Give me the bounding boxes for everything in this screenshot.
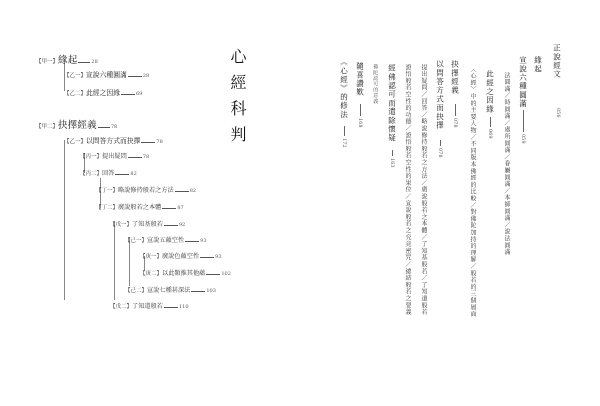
toc-detail: 〈心經〉中的主要人物／不同版本佛經的比較／對佛陀加持的理解／般若的三個層面 [469,66,476,318]
toc-detail: 證悟般若空性的功德／證悟般若空性的果位／宣說般若之究竟密咒／總結般若之要義 [404,64,411,316]
outline-row[interactable]: 【丙一】 提出疑問 78 [80,153,150,160]
outline-row[interactable]: 【戊一】 了知基般若 92 [110,221,186,228]
page-number: 87 [177,205,184,211]
page-number: 069 [487,129,493,139]
page-number: 103 [206,288,216,294]
outline-row[interactable]: 【庚一】 廣說色蘊空性 93 [140,253,222,260]
page-number: 28 [142,73,150,79]
toc-heading[interactable]: 隨喜讚歎 [355,62,365,97]
section-marker: 【甲一】 [36,59,59,65]
section-title: 宣說五蘊空性 [147,237,185,244]
section-title: 此經之因緣 [86,89,120,97]
tree-line-main2 [64,140,65,300]
section-title: 了知道般若 [132,303,163,310]
section-title: 以此類推其他蘊 [162,270,206,277]
outline-row[interactable]: 【乙二】 此經之因緣 69 [64,89,143,97]
page-title: 心經科判 [228,48,247,152]
section-title: 略說修持般若之方法 [118,187,174,194]
toc-heading[interactable]: 抉擇經義 [450,60,460,95]
toc-heading[interactable]: 經佛認可而遣除懷疑 [387,64,397,143]
outline-row[interactable]: 【丁一】 略說修持般若之方法 82 [96,187,197,194]
outline-row[interactable]: 【乙一】 以問答方式而抉擇 78 [64,137,163,145]
page-number: 056 [555,108,561,118]
outline-row[interactable]: 【丁二】 廣說般若之本體 87 [96,204,184,211]
section-title: 了知基般若 [132,221,163,228]
page-number: 82 [130,171,137,177]
section-title: 緣起 [58,55,78,66]
page-number: 163 [389,158,395,168]
section-title: 廣說般若之本體 [118,204,162,211]
toc-heading[interactable]: 此經之因緣 [485,70,495,114]
toc-heading[interactable]: 宣說六種圓滿 [518,56,528,109]
section-title: 抉擇經義 [58,120,97,131]
outline-row[interactable]: 【甲二】 抉擇經義 78 [36,117,117,131]
page-number: 28 [91,59,98,65]
page-number: 102 [221,271,231,277]
page-number: 78 [142,154,150,160]
page-number: 78 [110,124,118,130]
outline-row[interactable] [36,52,98,66]
outline-row[interactable]: 【戊二】 了知道般若 110 [110,303,189,310]
outline-row[interactable]: 【乙一】 宣說六種圓滿 28 [64,71,150,79]
toc-detail: 提出疑問／回答／略說修持般若之方法／廣說般若之本體／了知基般若／了知道般若 [420,64,427,316]
toc-heading[interactable]: 以問答方式而抉擇 [435,60,445,130]
right-page [300,0,600,406]
page-number: 078 [452,118,458,128]
page-number: 69 [136,91,143,97]
outline-row[interactable]: 【己二】 宣說七種甚深法 103 [125,287,216,294]
page-number: 110 [178,304,189,310]
tree-line-ji [129,238,130,286]
outline-row[interactable]: 【丙二】 回答 82 [80,170,137,177]
section-title: 提出疑問 [102,153,127,160]
page-number: 92 [178,222,186,228]
page-number: 82 [189,188,197,194]
outline-row[interactable]: 【己一】 宣說五蘊空性 93 [125,237,207,244]
toc-heading[interactable]: 《心經》的修法 [339,58,349,119]
toc-detail: 法圓滿／時圓滿／處所圓滿／眷屬圓滿／本師圓滿／說法圓滿 [503,72,510,256]
section-title: 廣說色蘊空性 [162,253,200,260]
toc-detail: 佛陀認可的意義 [372,64,379,104]
section-title: 宣說六種圓滿 [86,71,127,79]
toc-heading[interactable]: 正說經文 [552,44,562,79]
page-number: 078 [437,148,443,158]
outline-row[interactable]: 【庚二】 以此類推其他蘊 102 [140,270,231,277]
page-number: 168 [357,118,363,128]
section-title: 以問答方式而抉擇 [86,137,141,145]
section-title: 回答 [102,170,115,177]
section-title: 宣說七種甚深法 [147,287,191,294]
page-number: 059 [520,134,526,144]
page-number: 78 [156,139,163,145]
page-number: 172 [341,138,347,148]
tree-line-wu [114,222,115,300]
toc-heading[interactable]: 緣起 [533,56,543,74]
page-number: 93 [200,238,207,244]
page-number: 93 [215,254,222,260]
